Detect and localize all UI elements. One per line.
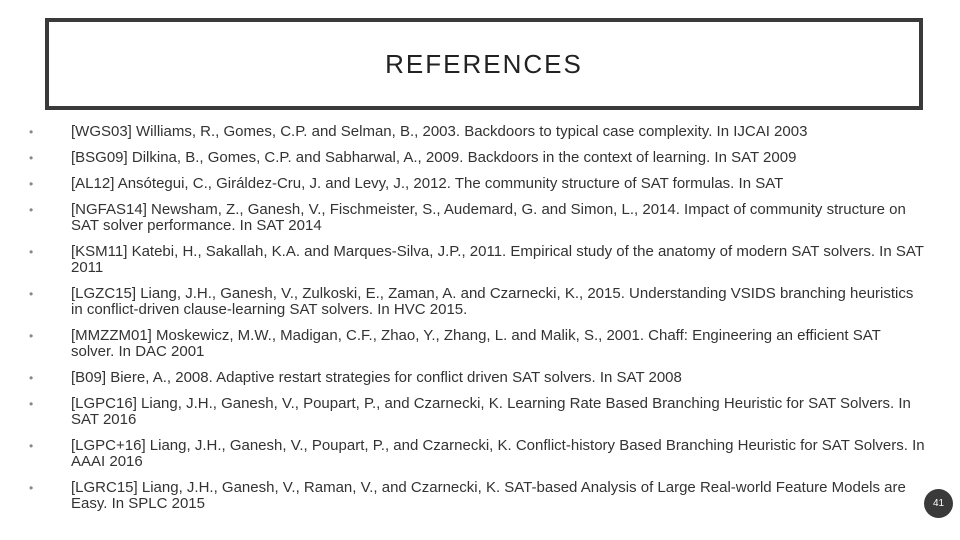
reference-item [26,124,926,140]
reference-item [26,244,926,276]
reference-item [26,396,926,428]
title-box [45,18,923,110]
bullet-icon: • [29,203,34,217]
reference-text: [NGFAS14] Newsham, Z., Ganesh, V., Fischmeister, S., Audemard, G. and Simon, L., 2014. Impact of community structure on SAT solver performance. In SAT 2014 [71,201,906,234]
reference-item [26,176,926,192]
bullet-icon: • [29,287,34,301]
reference-item [26,370,926,386]
reference-text: [LGRC15] Liang, J.H., Ganesh, V., Raman, V., and Czarnecki, K. SAT-based Analysis of Large Real-world Feature Models are Easy. In SPLC 2015 [71,479,906,512]
page-number-badge: 41 [924,489,953,518]
bullet-icon: • [29,125,34,139]
reference-text: [LGPC16] Liang, J.H., Ganesh, V., Poupart, P., and Czarnecki, K. Learning Rate Based Branching Heuristic for SAT Solvers. In SAT 2016 [71,395,911,428]
reference-list [26,124,926,522]
reference-item [26,438,926,470]
bullet-icon: • [29,151,34,165]
bullet-icon: • [29,439,34,453]
reference-text: [BSG09] Dilkina, B., Gomes, C.P. and Sabharwal, A., 2009. Backdoors in the context of learning. In SAT 2009 [71,149,797,166]
reference-text: [LGPC+16] Liang, J.H., Ganesh, V., Poupart, P., and Czarnecki, K. Conflict-history Based Branching Heuristic for SAT Solvers. In AAAI 2016 [71,437,925,470]
reference-text: [B09] Biere, A., 2008. Adaptive restart strategies for conflict driven SAT solvers. In SAT 2008 [71,369,682,386]
reference-text: [LGZC15] Liang, J.H., Ganesh, V., Zulkoski, E., Zaman, A. and Czarnecki, K., 2015. Understanding VSIDS branching heuristics in conflict-driven clause-learning SAT solvers. In HVC 2015. [71,285,914,318]
reference-item [26,150,926,166]
reference-item [26,480,926,512]
reference-text: [AL12] Ansótegui, C., Giráldez-Cru, J. and Levy, J., 2012. The community structure of SAT formulas. In SAT [71,175,784,192]
bullet-icon: • [29,481,34,495]
reference-text: [MMZZM01] Moskewicz, M.W., Madigan, C.F., Zhao, Y., Zhang, L. and Malik, S., 2001. Chaff: Engineering an efficient SAT solver. In DAC 2001 [71,327,881,360]
bullet-icon: • [29,329,34,343]
bullet-icon: • [29,371,34,385]
reference-item [26,202,926,234]
bullet-icon: • [29,245,34,259]
bullet-icon: • [29,177,34,191]
slide-title: REFERENCES [385,48,583,79]
reference-text: [WGS03] Williams, R., Gomes, C.P. and Selman, B., 2003. Backdoors to typical case complexity. In IJCAI 2003 [71,123,808,140]
reference-item [26,286,926,318]
reference-text: [KSM11] Katebi, H., Sakallah, K.A. and Marques-Silva, J.P., 2011. Empirical study of the anatomy of modern SAT solvers. In SAT 2011 [71,243,924,276]
bullet-icon: • [29,397,34,411]
reference-item [26,328,926,360]
